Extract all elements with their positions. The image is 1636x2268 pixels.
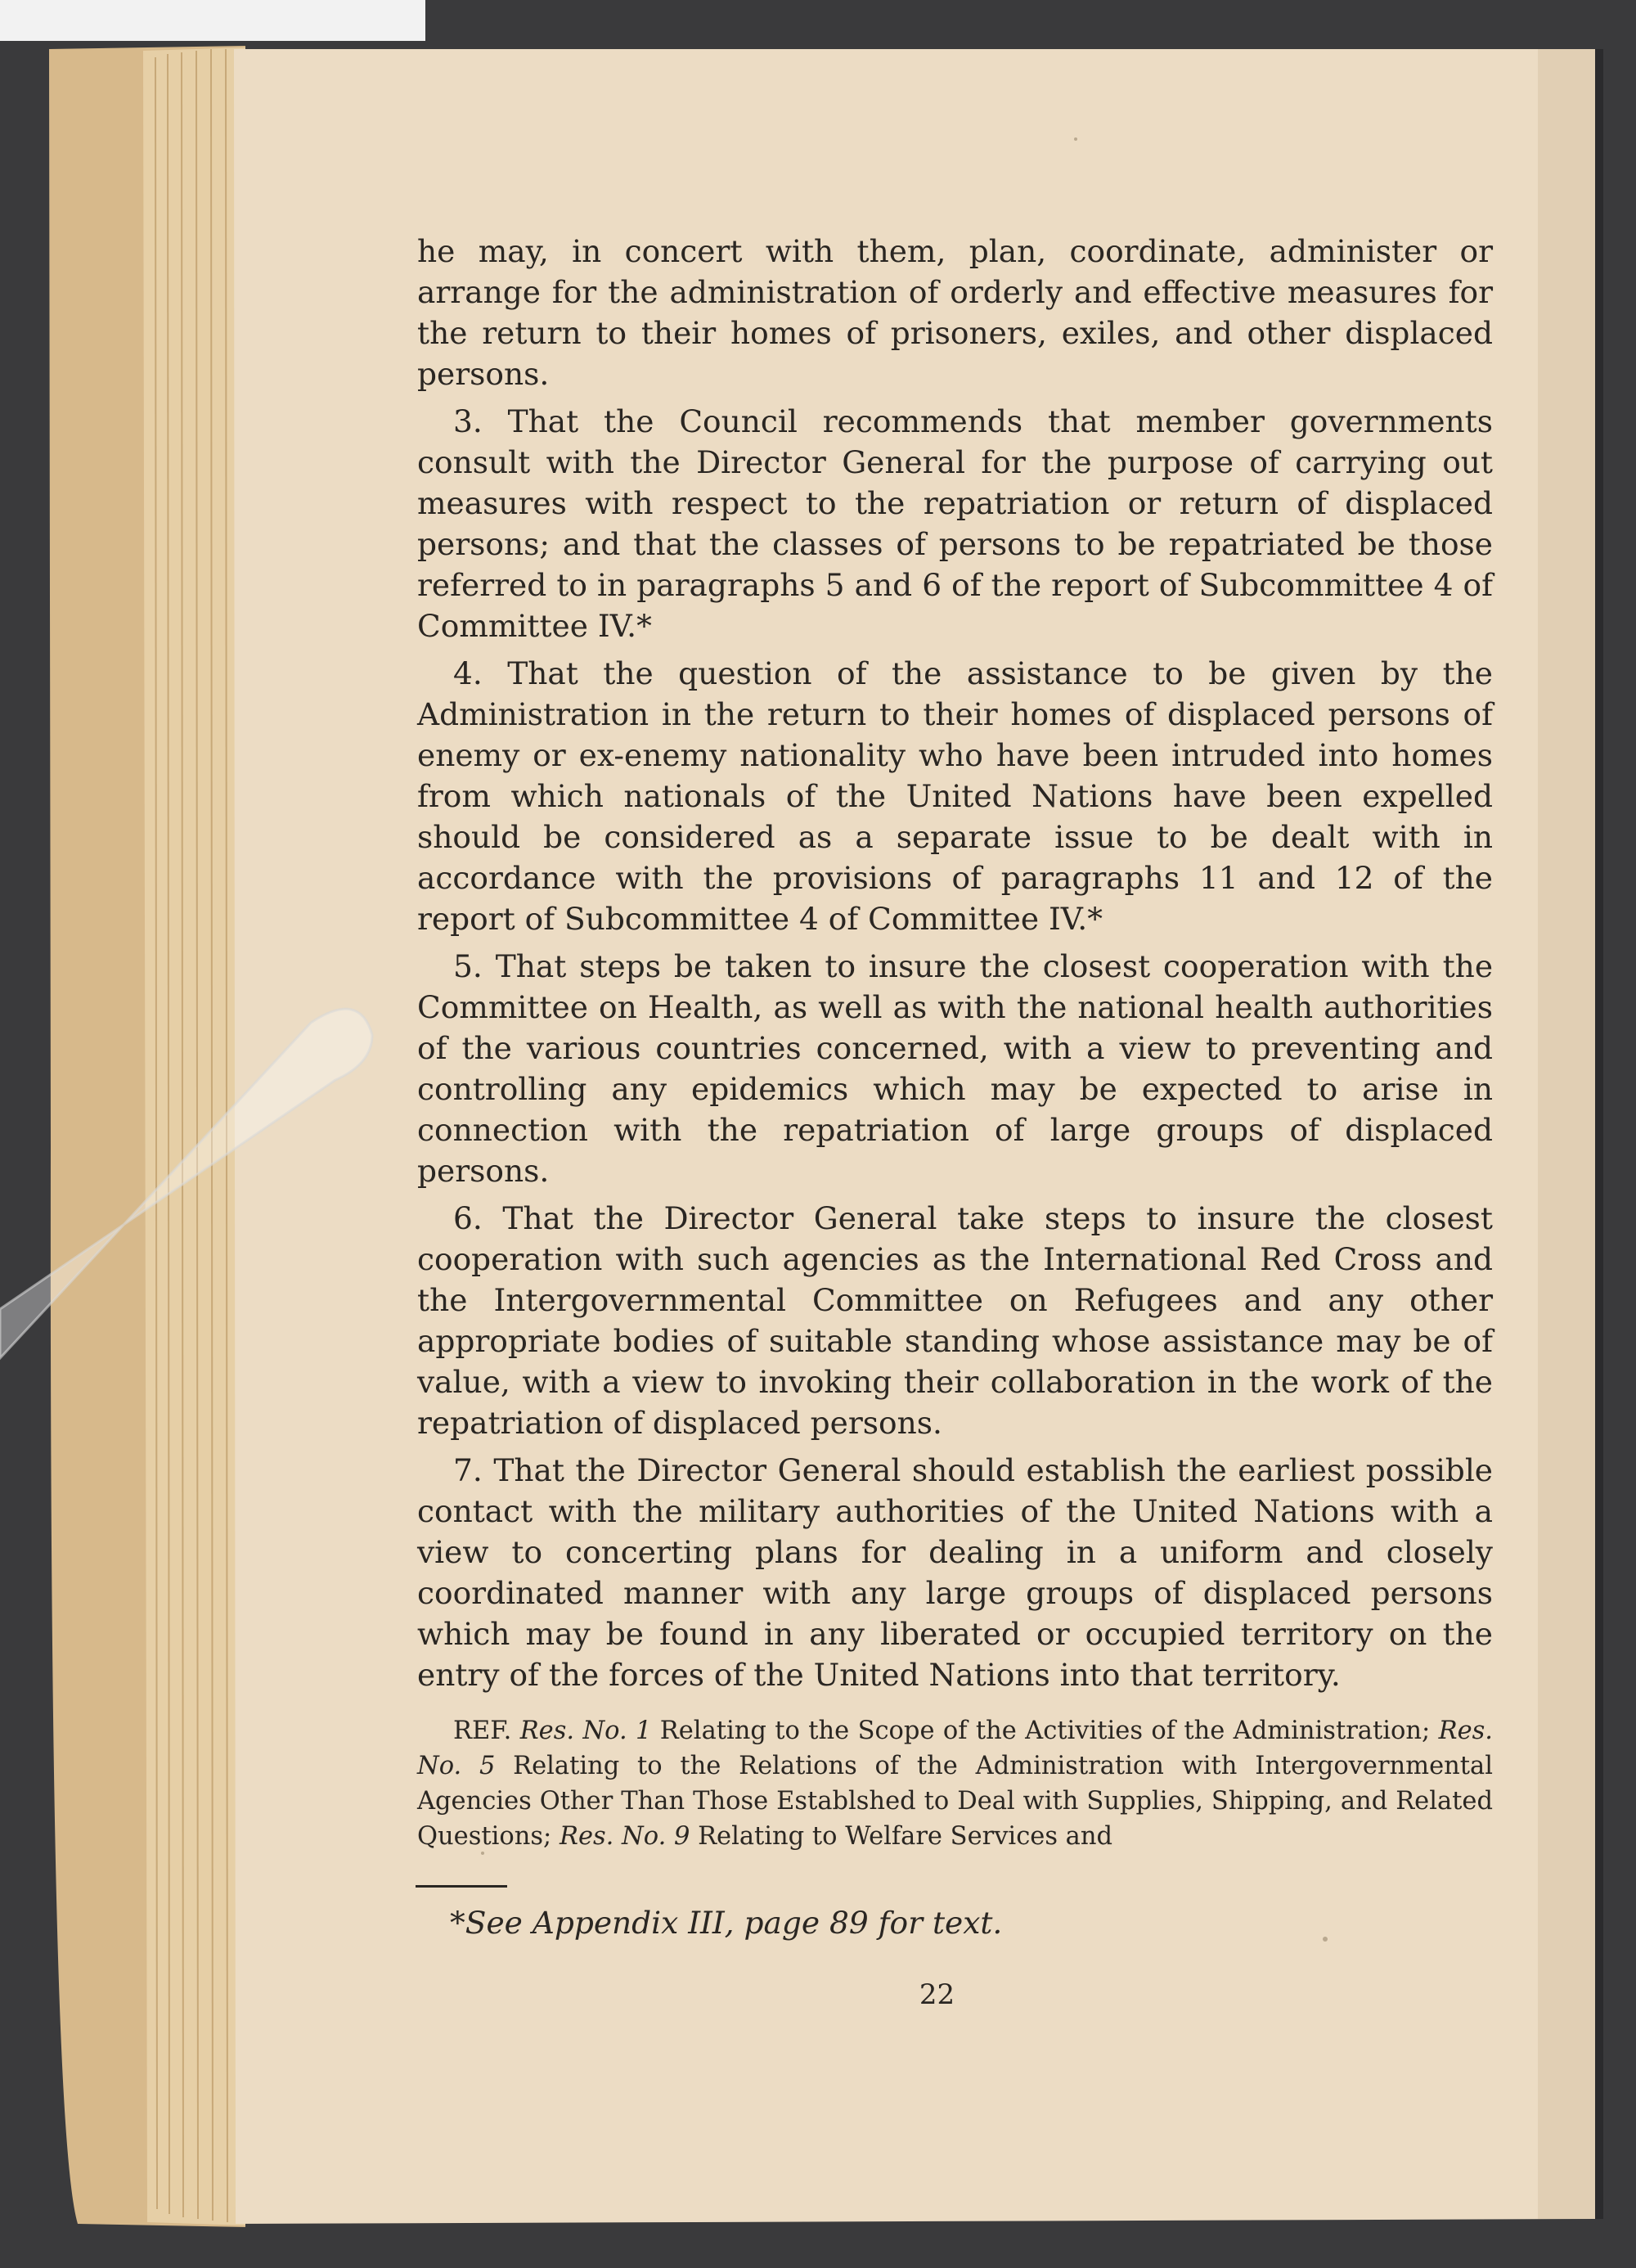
reference-res-9-text: Relating to Welfare Services and (698, 1822, 1113, 1851)
paragraph-number: 3. (453, 403, 483, 439)
reference-res-5-text: Relating to the Relations of the Administration with Intergovernmental Agencies Other Than Those Establshed to Deal with Supplies, Shipping, and Related Questions; (417, 1752, 1493, 1851)
paragraph-text: That the question of the assistance to be given by the Administration in the return to their homes of displaced persons of enemy or ex-enemy nationality who have been intruded into homes from which nationals of the United Nations have been expelled should be considered as a separate issue to be dealt with in accordance with the provisions of paragraphs 11 and 12 of the report of Subcommittee 4 of Committee IV.* (417, 655, 1493, 937)
paragraph-continued (417, 231, 1493, 394)
reference-res-1-label: Res. No. 1 (519, 1717, 652, 1745)
page-number: 22 (919, 1978, 955, 2011)
reference-res-1-text: Relating to the Scope of the Activities of the Administration; (659, 1717, 1431, 1745)
paragraph-text: That steps be taken to insure the closest cooperation with the Committee on Health, as well as with the national health authorities of the various countries concerned, with a view to preventing and controlling any epidemics which may be expected to arise in connection with the repatriation of large groups of displaced persons. (417, 948, 1494, 1189)
paragraph-3 (417, 401, 1493, 646)
reference-res-9-label: Res. No. 9 (560, 1822, 690, 1851)
reference-res-5-label: Res. No. 5 (417, 1717, 1494, 1780)
paragraph-number: 7. (453, 1452, 483, 1488)
paragraph-number: 5. (453, 948, 483, 984)
paragraph-6 (417, 1198, 1493, 1443)
reference-block (417, 1713, 1493, 1854)
paragraph-text: That the Council recommends that member governments consult with the Director General for the purpose of carrying out measures with respect to the repatriation or return of displaced persons; and that the classes of persons to be repatriated be those referred to in paragraphs 5 and 6 of the report of Subcommittee 4 of Committee IV.* (417, 403, 1493, 644)
page-body (417, 231, 1493, 2015)
paragraph-text: he may, in concert with them, plan, coordinate, administer or arrange for the administration of orderly and effective measures for the return to their homes of prisoners, exiles, and other displaced persons. (417, 233, 1493, 392)
paragraph-number: 6. (453, 1200, 483, 1236)
paragraph-4 (417, 653, 1493, 939)
paragraph-5 (417, 946, 1493, 1191)
paragraph-text: That the Director General take steps to insure the closest cooperation with such agencies as the International Red Cross and the Intergovernmental Committee on Refugees and any other appropriate bodies of suitable standing whose assistance may be of value, with a view to invoking their collaboration in the work of the repatriation of displaced persons. (417, 1200, 1494, 1441)
paragraph-number: 4. (453, 655, 483, 691)
paragraph-text: That the Director General should establish the earliest possible contact with the military authorities of the United Nations with a view to concerting plans for dealing in a uniform and closely coordinated manner with any large groups of displaced persons which may be found in any liberated or occupied territory on the entry of the forces of the United Nations into that territory. (417, 1452, 1494, 1693)
footnote: *See Appendix III, page 89 for text. (450, 1905, 1003, 1941)
reference-lead: REF. (453, 1717, 512, 1745)
paragraph-7 (417, 1450, 1493, 1695)
footnote-divider (416, 1885, 507, 1888)
